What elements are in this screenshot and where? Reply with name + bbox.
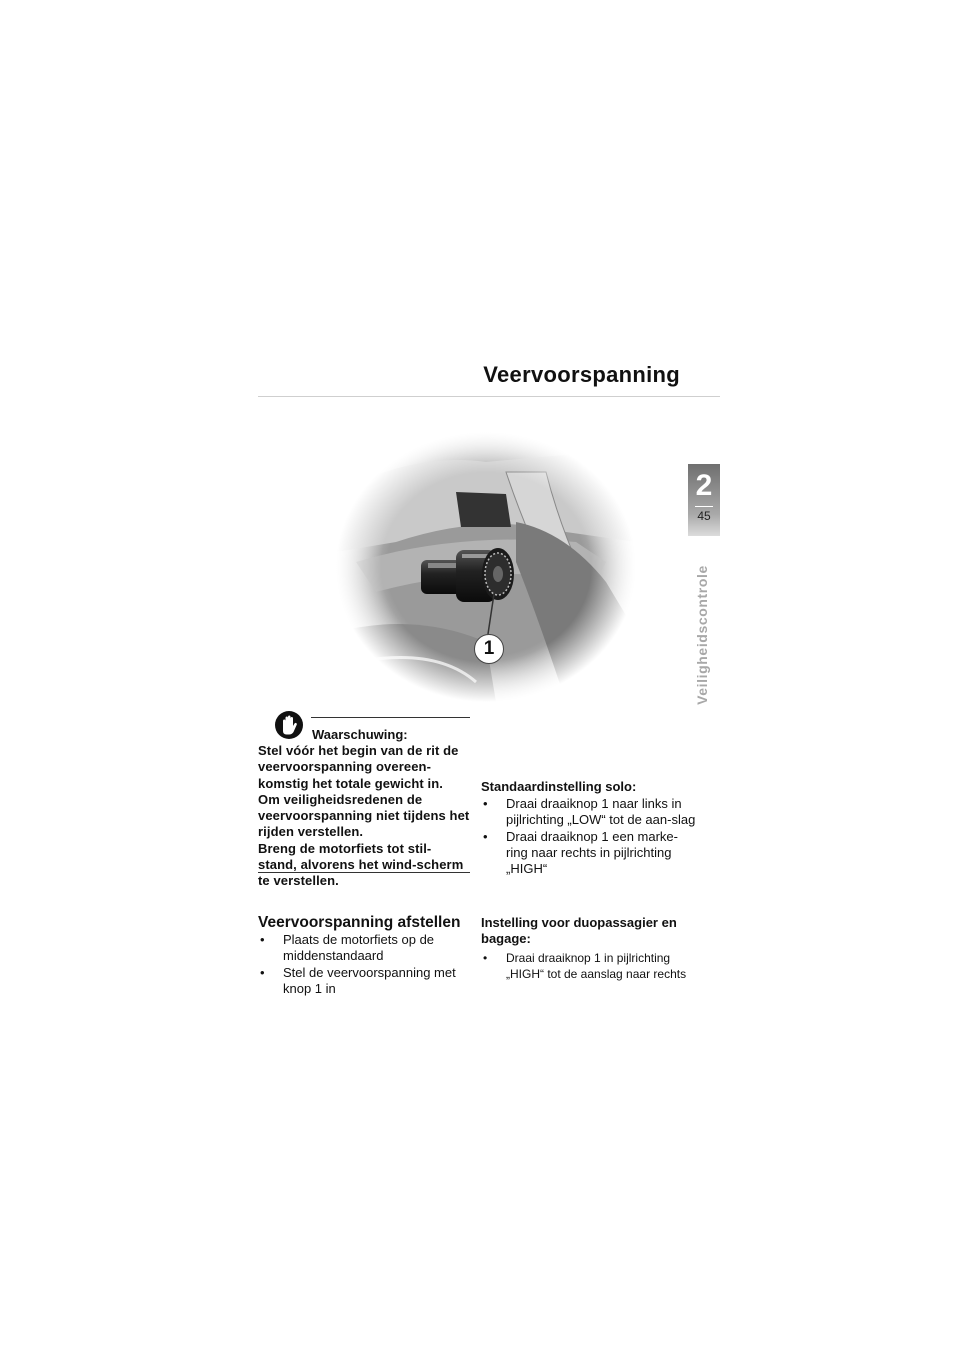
title-divider [258, 396, 720, 397]
warning-line: Breng de motorfiets tot stil-stand, alvorens het wind-scherm te verstellen. [258, 840, 464, 889]
warning-divider-bottom [258, 872, 470, 873]
list-item: • Plaats de motorfiets op de middenstandaard [258, 932, 473, 965]
solo-steps-list [481, 796, 696, 877]
warning-title: Waarschuwing: [312, 727, 408, 742]
warning-line: Om veiligheidsredenen de veervoorspanning niet tijdens het rijden verstellen. [258, 791, 470, 840]
stop-hand-icon [274, 710, 304, 740]
list-item: • Draai draaiknop 1 een marke-ring naar rechts in pijlrichting „HIGH“ [481, 829, 696, 878]
list-item: • Draai draaiknop 1 in pijlrichting „HIGH“ tot de aanslag naar rechts [481, 950, 696, 983]
list-item: • Stel de veervoorspanning met knop 1 in [258, 965, 473, 998]
list-item: • Draai draaiknop 1 naar links in pijlrichting „LOW“ tot de aan-slag [481, 796, 696, 829]
chapter-divider [695, 506, 713, 507]
duo-steps-list [481, 950, 696, 983]
solo-heading: Standaardinstelling solo: [481, 779, 637, 794]
warning-divider-top [311, 717, 470, 718]
warning-line: Stel vóór het begin van de rit de veervoorspanning overeen-komstig het totale gewicht in. [258, 743, 459, 791]
section-heading: Veervoorspanning afstellen [258, 914, 461, 931]
chapter-tab [688, 464, 720, 536]
chapter-number: 2 [695, 469, 713, 502]
warning-text [258, 743, 470, 890]
page-number: 45 [697, 509, 711, 523]
callout-label-1: 1 [474, 634, 504, 664]
page-title: Veervoorspanning [483, 362, 680, 387]
section-side-label: Veiligheidscontrole [694, 565, 710, 705]
adjust-steps-list [258, 932, 473, 997]
duo-heading: Instelling voor duopassagier en bagage: [481, 915, 677, 947]
